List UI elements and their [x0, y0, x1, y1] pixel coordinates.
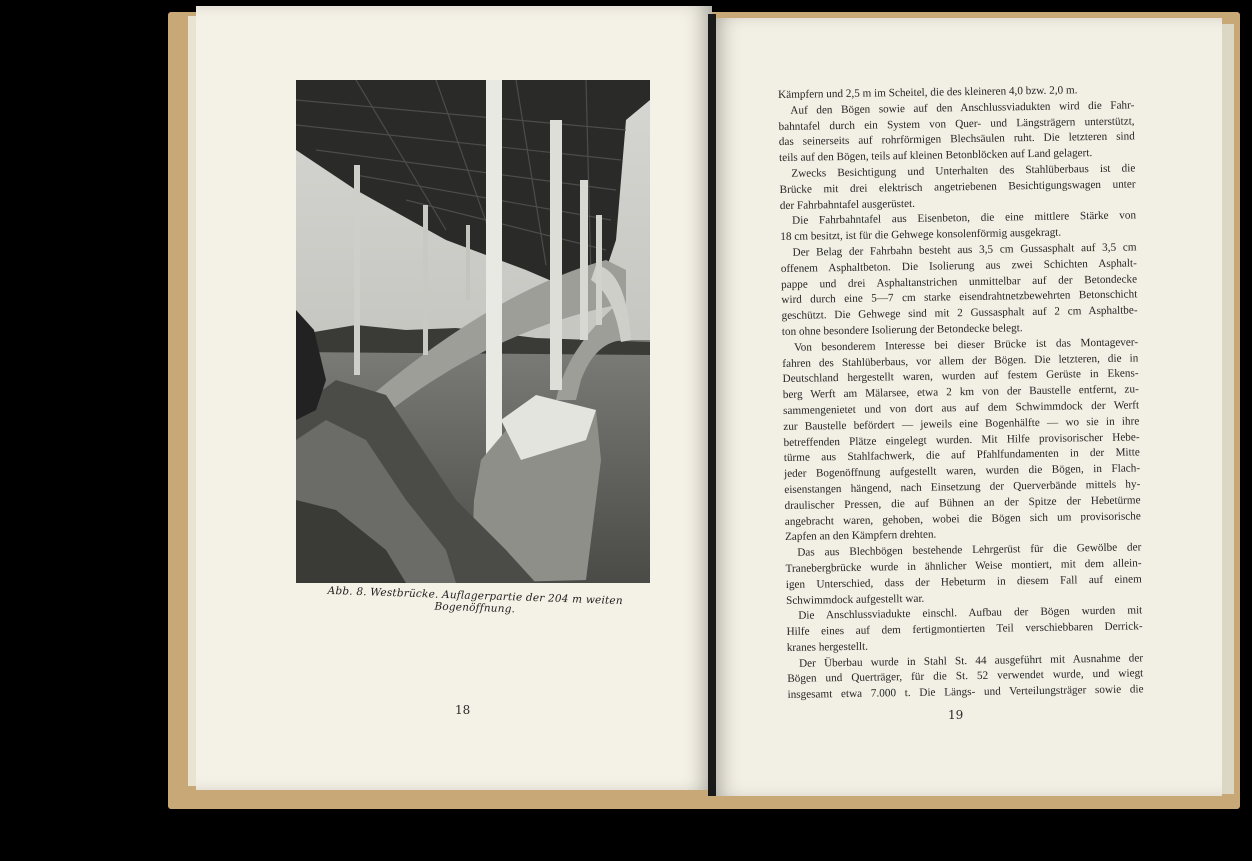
text-line: Der Überbau wurde in Stahl St. 44 ausgeführt mit Ausnahme der — [798, 652, 1144, 670]
text-line: kranes hergestellt. — [786, 640, 869, 654]
text-line: türme aus Stahlfachwerk, die auf Pfahlfundamenten in der Mitte — [783, 446, 1140, 465]
text-line: Die Anschlussviadukte einschl. Aufbau der Bögen wurden mit — [798, 604, 1143, 623]
text-line: eisenstangen hängend, nach Einsetzung der Querverbände mittels hy- — [784, 478, 1141, 496]
text-line: Brücke mit drei elektrisch angetriebenen Besichtigungswagen unter — [779, 178, 1136, 196]
text-line: Deutschland hergestellt waren, wurden auf festem Gerüste in Ekens- — [782, 367, 1139, 386]
body-text — [778, 82, 1144, 704]
page-edges-right — [1220, 24, 1234, 794]
bridge-photograph — [296, 80, 650, 583]
text-line: Von besonderem Interesse bei dieser Brücke ist das Montagever- — [793, 336, 1139, 354]
text-line: offenem Asphaltbeton. Die Isolierung aus zwei Schichten Asphalt- — [780, 257, 1137, 275]
text-line: wird durch eine 5—7 cm starke eisendrahtnetzbewehrten Betonschicht — [781, 288, 1138, 307]
text-line: 18 cm besitzt, ist für die Gehwege konsolenförmig ausgekragt. — [780, 226, 1062, 244]
text-line: igen Unterschied, dass der Hebeturm in diesem Fall auf einem — [785, 573, 1142, 591]
text-line: Zapfen an den Kämpfern drehten. — [784, 528, 937, 544]
text-line: betreffenden Plätze eingelegt wurden. Mit Hilfe provisorischer Hebe- — [783, 430, 1140, 449]
text-line: geschützt. Die Gehwege sind mit 2 Gussasphalt auf 2 cm Asphaltbe- — [781, 304, 1138, 323]
text-line: fahren des Stahlüberbaus, vor allem der Bögen. Die letzteren, die in — [782, 351, 1139, 370]
text-line: Zwecks Besichtigung und Unterhalten des Stahlüberbaus ist die — [791, 162, 1136, 180]
text-line: jeder Bogenöffnung aufgestellt waren, wurden die Bögen, in Flach- — [783, 462, 1141, 481]
page-number-right: 19 — [948, 708, 964, 722]
text-line: sammengenietet und von dort aus auf dem Schwimmdock der Werft — [782, 399, 1140, 417]
text-line: Hilfe eines auf dem fertigmontierten Teil verschiebbaren Derrick- — [786, 620, 1143, 639]
text-line: bahntafel durch ein System von Quer- und Längsträgern unterstützt, — [778, 114, 1135, 133]
text-line: pappe und drei Asphaltanstrichen unmittelbar auf der Betondecke — [780, 272, 1138, 291]
figure-caption: Abb. 8. Westbrücke. Auflagerpartie der 204 m weiten Bogenöffnung. — [327, 584, 623, 616]
text-line: angebracht waren, gehoben, wobei die Bögen sich um provisorische — [784, 509, 1141, 528]
text-line: Auf den Bögen sowie auf den Anschlussviadukten wird die Fahr- — [790, 99, 1135, 117]
text-line: ton ohne besondere Isolierung der Betondecke belegt. — [781, 322, 1023, 338]
book-spine — [708, 14, 716, 796]
text-line: insgesamt etwa 7.000 t. Die Längs- und Verteilungsträger sowie die — [787, 683, 1144, 702]
page-number-left: 18 — [455, 703, 471, 717]
text-line: Die Fahrbahntafel aus Eisenbeton, die eine mittlere Stärke von — [791, 209, 1137, 228]
text-line: teils auf den Bögen, teils auf kleinen Betonblöcken auf Land gelagert. — [779, 147, 1093, 165]
text-line: der Fahrbahntafel ausgerüstet. — [779, 197, 916, 212]
text-line: Der Belag der Fahrbahn besteht aus 3,5 cm Gussasphalt auf 3,5 cm — [792, 241, 1137, 259]
text-line: draulischer Pressen, die auf Bühnen an der Spitze der Hebetürme — [784, 494, 1141, 512]
text-line: Schwimmdock aufgestellt war. — [785, 592, 925, 607]
text-line: Bögen und Querträger, für die St. 52 verwendet wurde, und wiegt — [787, 667, 1144, 686]
text-line: Das aus Blechbögen bestehende Lehrgerüst für die Gewölbe der — [797, 541, 1142, 559]
text-line: zur Baustelle befördert — jeweils eine Bogenhälfte — wo sie in ihre — [783, 415, 1140, 433]
text-line: das seinerseits auf rohrförmigen Blechsäulen ruht. Die letzteren sind — [778, 130, 1135, 149]
text-line: Tranebergbrücke wurde in ähnlicher Weise montiert, mit dem allein- — [785, 557, 1142, 575]
text-line: berg Werft am Mälarsee, etwa 2 km von der Baustelle entfernt, zu- — [782, 383, 1139, 402]
text-line: Kämpfern und 2,5 m im Scheitel, die des kleineren 4,0 bzw. 2,0 m. — [778, 84, 1078, 101]
